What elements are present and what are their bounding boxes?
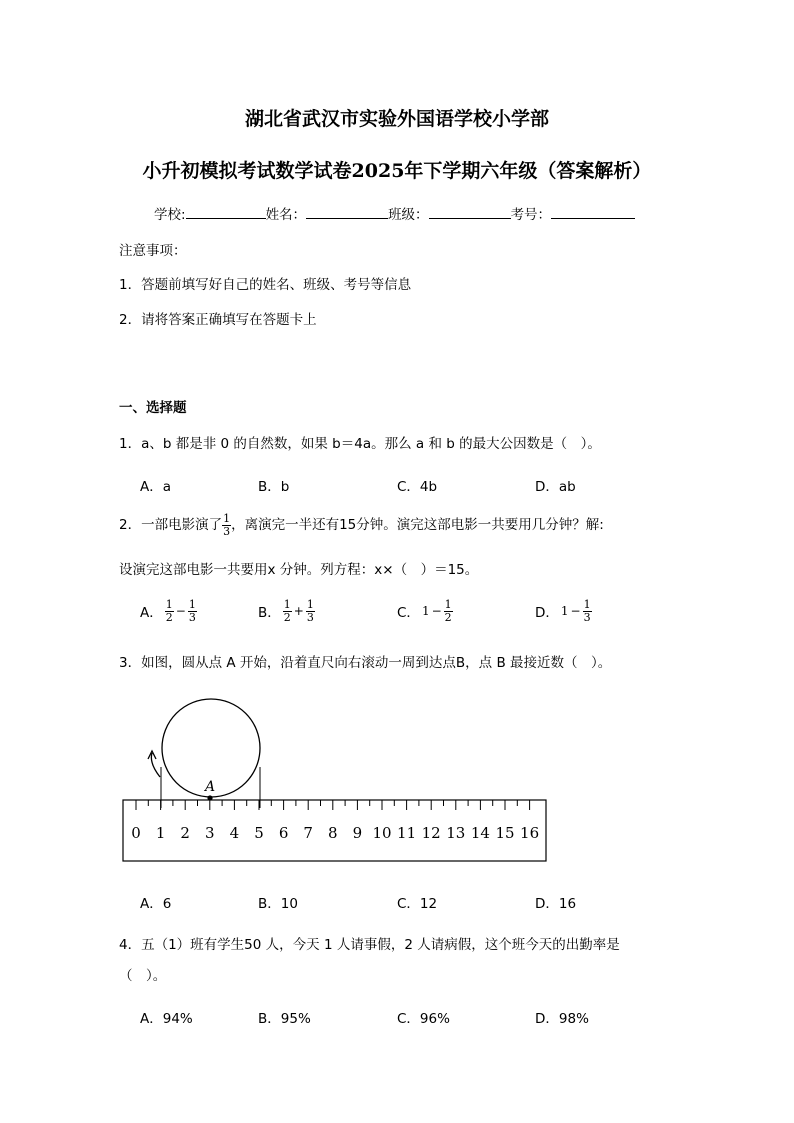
q4-option-a[interactable]: A．94% <box>140 1011 193 1027</box>
page-subtitle: 小升初模拟考试数学试卷2025年下学期六年级（答案解析） <box>142 160 652 182</box>
frac-den: 3 <box>306 610 314 624</box>
page-title: 湖北省武汉市实验外国语学校小学部 <box>244 108 549 130</box>
q4-option-c[interactable]: C．96% <box>397 1011 450 1027</box>
q2-text-post: ，离演完一半还有15分钟。演完这部电影一共要用几分钟？解: <box>231 517 604 534</box>
operator: − <box>431 604 442 619</box>
q1-option-c[interactable]: C．4b <box>397 479 438 495</box>
ruler-number: 12 <box>421 824 441 842</box>
question-2-line-2: 设演完这部电影一共要用x 分钟。列方程：x×（ ）＝15。 <box>119 562 479 578</box>
q3-option-c[interactable]: C．12 <box>397 896 438 912</box>
name-label: 姓名： <box>265 207 307 223</box>
circle-ruler-figure <box>118 695 554 865</box>
operator: − <box>570 604 581 619</box>
frac-den: 2 <box>444 610 452 624</box>
operator: + <box>293 604 304 619</box>
whole-number: 1 <box>421 604 430 619</box>
ruler-number: 14 <box>470 824 490 842</box>
question-3-text: 3．如图，圆从点 A 开始，沿着直尺向右滚动一周到达点B，点 B 最接近数（ ）。 <box>119 655 612 671</box>
frac-num: 1 <box>444 598 452 611</box>
q2-option-d[interactable] <box>535 599 592 623</box>
school-field[interactable] <box>186 204 266 219</box>
ruler-number: 16 <box>520 824 540 842</box>
q2-option-d-label: D． <box>535 605 559 622</box>
frac-num: 1 <box>188 598 196 611</box>
q1-option-a[interactable]: A．a <box>140 479 172 495</box>
ruler-ticks <box>136 800 530 810</box>
school-label: 学校: <box>154 207 186 223</box>
class-label: 班级： <box>388 207 429 223</box>
q3-option-b[interactable]: B．10 <box>258 896 298 912</box>
q2-option-c[interactable] <box>397 599 453 623</box>
notes-item-2: 2．请将答案正确填写在答题卡上 <box>119 312 317 328</box>
whole-number: 1 <box>560 604 569 619</box>
ruler-number: 3 <box>205 824 215 842</box>
frac-den: 3 <box>188 610 196 624</box>
notes-heading: 注意事项： <box>119 243 187 259</box>
q2-option-c-label: C． <box>397 605 420 622</box>
frac-num: 1 <box>306 598 314 611</box>
frac-den: 3 <box>583 610 591 624</box>
point-a-label: A <box>205 779 216 795</box>
ruler-number: 15 <box>495 824 515 842</box>
ruler-number: 11 <box>397 824 417 842</box>
info-line <box>154 203 635 223</box>
ruler-number: 1 <box>155 824 166 842</box>
frac-num: 1 <box>165 598 173 611</box>
class-field[interactable] <box>429 204 511 219</box>
frac-num: 1 <box>583 598 591 611</box>
q2-option-a[interactable] <box>140 599 197 623</box>
question-1-text: 1．a、b 都是非 0 的自然数，如果 b＝4a。那么 a 和 b 的最大公因数是（ ）。 <box>119 436 601 452</box>
q3-option-a[interactable]: A．6 <box>140 896 172 912</box>
notes-item-1: 1．答题前填写好自己的姓名、班级、考号等信息 <box>119 277 412 293</box>
ruler-number: 8 <box>328 824 338 842</box>
exam-no-field[interactable] <box>551 204 635 219</box>
section-heading: 一、选择题 <box>119 400 187 416</box>
q1-option-b[interactable]: B．b <box>258 479 290 495</box>
question-4-line-2: （ ）。 <box>119 968 167 984</box>
ruler-number: 4 <box>229 824 240 842</box>
q2-fraction-num: 1 <box>223 512 231 525</box>
q2-fraction <box>222 513 231 537</box>
ruler-number: 0 <box>131 824 141 842</box>
roll-arrow-icon <box>151 753 160 777</box>
frac-den: 2 <box>283 610 291 624</box>
frac-num: 1 <box>283 598 291 611</box>
frac-den: 2 <box>165 610 173 624</box>
name-field[interactable] <box>306 204 388 219</box>
ruler-number: 13 <box>446 824 466 842</box>
q2-fraction-den: 3 <box>223 524 231 538</box>
operator: − <box>175 604 186 619</box>
ruler-number: 5 <box>254 824 264 842</box>
q4-option-d[interactable]: D．98% <box>535 1011 589 1027</box>
q2-option-b-label: B． <box>258 605 281 622</box>
q2-text-pre: 2．一部电影演了 <box>119 517 223 534</box>
q3-option-d[interactable]: D．16 <box>535 896 577 912</box>
ruler-number: 10 <box>372 824 392 842</box>
exam-no-label: 考号： <box>510 207 552 223</box>
question-2-line-1 <box>119 513 604 537</box>
question-4-line-1: 4．五（1）班有学生50 人，今天 1 人请事假，2 人请病假，这个班今天的出勤率是 <box>119 937 620 953</box>
ruler-number: 9 <box>352 824 363 842</box>
q1-option-d[interactable]: D．ab <box>535 479 576 495</box>
q4-option-b[interactable]: B．95% <box>258 1011 311 1027</box>
ruler-number: 6 <box>278 824 289 842</box>
q2-option-b[interactable] <box>258 599 315 623</box>
ruler-labels <box>131 824 539 842</box>
q2-option-a-label: A． <box>140 605 163 622</box>
ruler-number: 7 <box>303 824 313 842</box>
ruler-number: 2 <box>180 824 190 842</box>
